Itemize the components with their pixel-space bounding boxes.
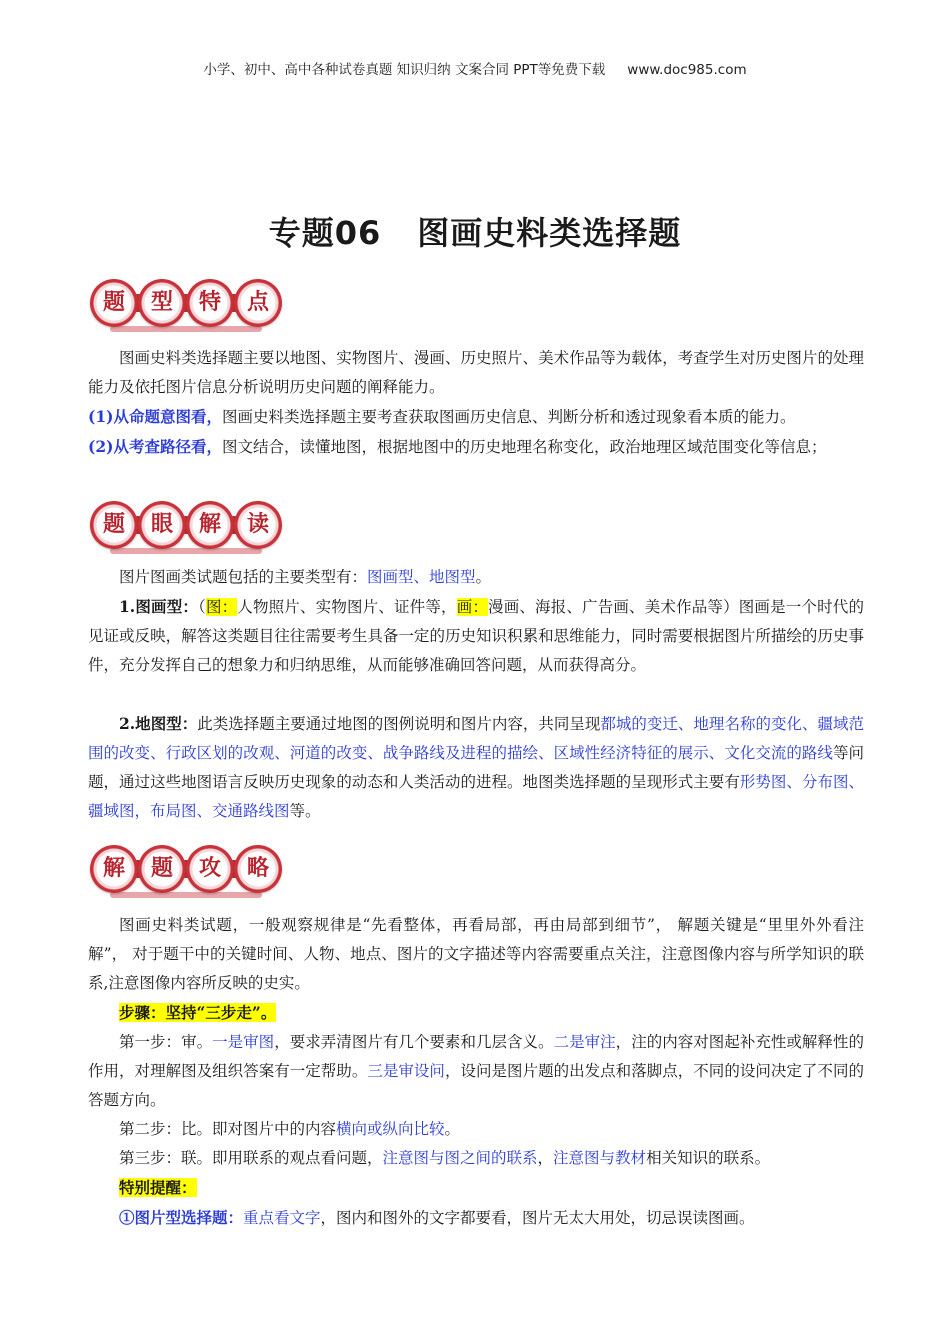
strategy-step-3: 第三步：联。即用联系的观点看问题，注意图与图之间的联系，注意图与教材相关知识的联系。: [119, 1149, 771, 1167]
title-number: 专题06: [268, 214, 382, 252]
badge-char: 攻: [186, 845, 234, 893]
badge-char: 解: [186, 501, 234, 549]
badge-strategy: [88, 842, 288, 902]
feature-intro: 图画史料类选择题主要以地图、实物图片、漫画、历史照片、美术作品等为载体，考查学生对历史图片的处理能力及依托图片信息分析说明历史问题的阐释能力。: [88, 349, 864, 396]
reading-section: [88, 563, 864, 826]
reading-map-type: 2.地图型：此类选择题主要通过地图的图例说明和图片内容，共同呈现都城的变迁、地理名称的变化、疆域范围的改变、行政区划的改观、河道的改变、战争路线及进程的描绘、区域性经济特征的展示、文化交流的路线等问题，通过这些地图语言反映历史现象的动态和人类活动的进程。地图类选择题的呈现形式主要有形势图、分布图、疆域图，布局图、交通路线图等。: [88, 714, 864, 820]
strategy-section: [88, 911, 864, 1233]
header-text: 小学、初中、高中各种试卷真题 知识归纳 文案合同 PPT等免费下载: [203, 62, 606, 78]
badge-char: 解: [90, 845, 138, 893]
strategy-steps-label: 步骤：坚持“三步走”。: [119, 1003, 277, 1022]
badge-char: 型: [138, 279, 186, 327]
badge-char: 特: [186, 279, 234, 327]
feature-item-1: (1)从命题意图看，图画史料类选择题主要考查获取图画历史信息、判断分析和透过现象看本质的能力。: [88, 407, 796, 426]
reading-picture-type: 1.图画型：（图：人物照片、实物图片、证件等，画：漫画、海报、广告画、美术作品等）图画是一个时代的见证或反映，解答这类题目往往需要考生具备一定的历史知识积累和思维能力，同时需要根据图片所描绘的历史事件，充分发挥自己的想象力和归纳思维，从而能够准确回答问题，从而获得高分。: [88, 597, 864, 674]
feature-section: [88, 344, 864, 462]
page-header: [0, 58, 950, 78]
page-title: [0, 208, 950, 254]
badge-char: 题: [90, 279, 138, 327]
strategy-intro: 图画史料类试题，一般观察规律是“先看整体，再看局部，再由局部到细节”， 解题关键是“里里外外看注解”， 对于题干中的关键时间、人物、地点、图片的文字描述等内容需要重点关注，注意图像内容与所学知识的联系,注意图像内容所反映的史实。: [88, 916, 864, 992]
feature-item-2: (2)从考查路径看，图文结合，读懂地图，根据地图中的历史地理名称变化，政治地理区域范围变化等信息；: [88, 437, 827, 456]
badge-char: 题: [138, 845, 186, 893]
strategy-tip-1: ①图片型选择题：重点看文字，图内和图外的文字都要看，图片无太大用处，切忌误读图画。: [119, 1208, 755, 1227]
badge-char: 点: [234, 279, 282, 327]
strategy-step-2: 第二步：比。即对图片中的内容横向或纵向比较。: [119, 1120, 461, 1138]
badge-feature: [88, 276, 288, 336]
header-url[interactable]: www.doc985.com: [627, 62, 747, 78]
reading-intro: 图片图画类试题包括的主要类型有：图画型、地图型。: [119, 568, 492, 586]
badge-char: 读: [234, 501, 282, 549]
title-text: 图画史料类选择题: [417, 214, 682, 252]
badge-char: 题: [90, 501, 138, 549]
badge-reading: [88, 498, 288, 558]
strategy-step-1: 第一步：审。一是审图，要求弄清图片有几个要素和几层含义。二是审注，注的内容对图起补充性或解释性的作用，对理解图及组织答案有一定帮助。三是审设问，设问是图片题的出发点和落脚点，不同的设问决定了不同的答题方向。: [88, 1033, 864, 1109]
strategy-reminder-label: 特别提醒：: [119, 1178, 197, 1197]
badge-char: 眼: [138, 501, 186, 549]
badge-char: 略: [234, 845, 282, 893]
